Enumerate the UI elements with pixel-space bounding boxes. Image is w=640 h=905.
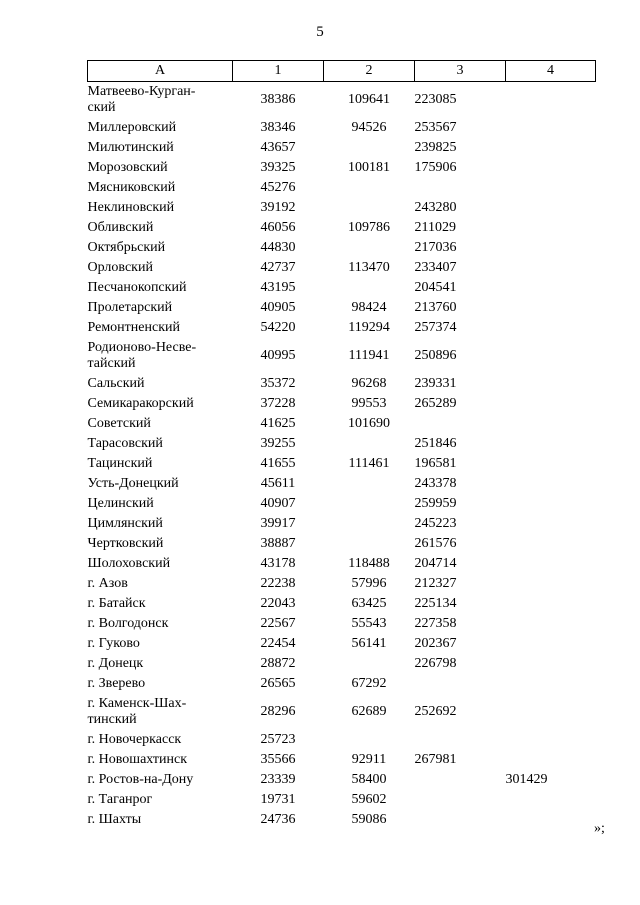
value-cell-c2: 100181 [348, 159, 390, 175]
value-cell-c2 [324, 198, 415, 218]
value-cell-c2: 109786 [348, 219, 390, 235]
header-col-2: 2 [324, 61, 415, 82]
value-cell-c2: 58400 [351, 771, 387, 787]
row-name-cell: г. Шахты [87, 811, 142, 827]
value-cell-c3: 243280 [414, 199, 457, 215]
value-cell-c1: 38346 [260, 119, 296, 135]
value-cell-c3 [415, 414, 506, 434]
value-cell-c1: 42737 [260, 259, 296, 275]
value-cell-c4 [506, 82, 596, 118]
table-row [88, 218, 596, 238]
value-cell-c4 [506, 298, 596, 318]
value-cell-c3: 243378 [414, 475, 457, 491]
value-cell-c3: 253567 [414, 119, 457, 135]
value-cell-c1: 38887 [260, 535, 296, 551]
value-cell-c1: 39255 [260, 435, 296, 451]
value-cell-c3: 251846 [414, 435, 457, 451]
row-name-cell: Мясниковский [87, 179, 176, 195]
value-cell-c3: 245223 [414, 515, 457, 531]
value-cell-c2: 57996 [351, 575, 387, 591]
value-cell-c2: 56141 [351, 635, 387, 651]
row-name-cell: Советский [87, 415, 151, 431]
value-cell-c3 [415, 674, 506, 694]
row-name-cell: Милютинский [87, 139, 174, 155]
row-name-cell: Тарасовский [87, 435, 163, 451]
value-cell-c3: 204541 [414, 279, 457, 295]
value-cell-c4 [506, 198, 596, 218]
value-cell-c2: 119294 [348, 319, 390, 335]
value-cell-c4 [506, 178, 596, 198]
value-cell-c3: 239331 [414, 375, 457, 391]
table-row [88, 158, 596, 178]
value-cell-c2: 59086 [351, 811, 387, 827]
value-cell-c3 [415, 770, 506, 790]
table-row [88, 198, 596, 218]
page-number: 5 [316, 24, 324, 40]
value-cell-c4 [506, 434, 596, 454]
value-cell-c4 [506, 414, 596, 434]
table-row [88, 338, 596, 374]
value-cell-c3: 250896 [414, 347, 457, 363]
table-row [88, 694, 596, 730]
table-row [88, 574, 596, 594]
table-row [88, 82, 596, 118]
value-cell-c3: 204714 [414, 555, 457, 571]
value-cell-c1: 40907 [260, 495, 296, 511]
value-cell-c4 [506, 634, 596, 654]
value-cell-c2 [324, 730, 415, 750]
row-name-cell: Тацинский [87, 455, 153, 471]
value-cell-c1: 40995 [260, 347, 296, 363]
value-cell-c2: 96268 [351, 375, 387, 391]
table-row [88, 554, 596, 574]
value-cell-c3: 265289 [414, 395, 457, 411]
table-row [88, 674, 596, 694]
table-body [88, 82, 596, 830]
row-name-cell: г. Гуково [87, 635, 140, 651]
value-cell-c4 [506, 674, 596, 694]
row-name-cell: Родионово-Несве- тайский [87, 339, 197, 371]
table-row [88, 750, 596, 770]
row-name-cell: г. Таганрог [87, 791, 153, 807]
value-cell-c2: 94526 [351, 119, 387, 135]
row-name-cell: г. Зверево [87, 675, 146, 691]
value-cell-c3: 257374 [414, 319, 457, 335]
value-cell-c3: 233407 [414, 259, 457, 275]
row-name-cell: г. Новочеркасск [87, 731, 182, 747]
table-row [88, 178, 596, 198]
value-cell-c4 [506, 694, 596, 730]
value-cell-c4 [506, 278, 596, 298]
value-cell-c1: 39192 [260, 199, 296, 215]
value-cell-c1: 22567 [260, 615, 296, 631]
value-cell-c2 [324, 178, 415, 198]
table-header [88, 61, 596, 82]
value-cell-c2 [324, 238, 415, 258]
row-name-cell: Усть-Донецкий [87, 475, 179, 491]
value-cell-c2: 109641 [348, 91, 390, 107]
header-col-4: 4 [506, 61, 596, 82]
value-cell-c4 [506, 218, 596, 238]
value-cell-c4 [506, 238, 596, 258]
value-cell-c4 [506, 374, 596, 394]
value-cell-c2: 113470 [348, 259, 390, 275]
header-col-a: А [88, 61, 233, 82]
table-row [88, 494, 596, 514]
value-cell-c4 [506, 790, 596, 810]
table-row [88, 278, 596, 298]
value-cell-c2: 99553 [351, 395, 387, 411]
value-cell-c1: 40905 [260, 299, 296, 315]
value-cell-c3: 212327 [414, 575, 457, 591]
table-row [88, 298, 596, 318]
value-cell-c4 [506, 454, 596, 474]
row-name-cell: Семикаракорский [87, 395, 194, 411]
value-cell-c1: 25723 [260, 731, 296, 747]
table-row [88, 394, 596, 414]
value-cell-c1: 43178 [260, 555, 296, 571]
row-name-cell: Орловский [87, 259, 153, 275]
row-name-cell: Сальский [87, 375, 145, 391]
value-cell-c1: 46056 [260, 219, 296, 235]
value-cell-c1: 54220 [260, 319, 296, 335]
table-row [88, 810, 596, 830]
value-cell-c1: 44830 [260, 239, 296, 255]
value-cell-c2 [324, 138, 415, 158]
value-cell-c2: 98424 [351, 299, 387, 315]
value-cell-c2 [324, 278, 415, 298]
value-cell-c1: 24736 [260, 811, 296, 827]
value-cell-c3: 259959 [414, 495, 457, 511]
row-name-cell: г. Азов [87, 575, 128, 591]
value-cell-c1: 35566 [260, 751, 296, 767]
value-cell-c4 [506, 614, 596, 634]
table-row [88, 318, 596, 338]
value-cell-c1: 39325 [260, 159, 296, 175]
value-cell-c3: 196581 [414, 455, 457, 471]
value-cell-c4 [506, 474, 596, 494]
header-row [88, 61, 596, 82]
row-name-cell: г. Каменск-Шах- тинский [87, 695, 187, 727]
value-cell-c1: 23339 [260, 771, 296, 787]
row-name-cell: г. Донецк [87, 655, 144, 671]
value-cell-c4 [506, 750, 596, 770]
value-cell-c1: 37228 [260, 395, 296, 411]
value-cell-c2: 111941 [348, 347, 390, 363]
table-row [88, 118, 596, 138]
row-name-cell: Чертковский [87, 535, 164, 551]
value-cell-c3: 213760 [414, 299, 457, 315]
row-name-cell: Цимлянский [87, 515, 163, 531]
table-row [88, 414, 596, 434]
value-cell-c1: 43195 [260, 279, 296, 295]
row-name-cell: Неклиновский [87, 199, 175, 215]
value-cell-c4 [506, 594, 596, 614]
table-row [88, 258, 596, 278]
value-cell-c1: 22454 [260, 635, 296, 651]
header-col-1: 1 [233, 61, 324, 82]
table-row [88, 594, 596, 614]
value-cell-c4 [506, 554, 596, 574]
value-cell-c2: 118488 [348, 555, 390, 571]
value-cell-c3: 211029 [414, 219, 456, 235]
table-row [88, 654, 596, 674]
value-cell-c2: 101690 [348, 415, 390, 431]
table-row [88, 614, 596, 634]
value-cell-c4 [506, 514, 596, 534]
table-row [88, 474, 596, 494]
value-cell-c1: 41655 [260, 455, 296, 471]
table-row [88, 374, 596, 394]
value-cell-c2: 67292 [351, 675, 387, 691]
value-cell-c3: 202367 [414, 635, 457, 651]
value-cell-c2 [324, 434, 415, 454]
row-name-cell: Миллеровский [87, 119, 177, 135]
table-row [88, 238, 596, 258]
row-name-cell: Шолоховский [87, 555, 171, 571]
table-row [88, 770, 596, 790]
value-cell-c4 [506, 394, 596, 414]
value-cell-c1: 26565 [260, 675, 296, 691]
row-name-cell: Матвеево-Курган- ский [87, 83, 196, 115]
value-cell-c1: 35372 [260, 375, 296, 391]
table-row [88, 514, 596, 534]
value-cell-c1: 28872 [260, 655, 296, 671]
row-name-cell: Ремонтненский [87, 319, 180, 335]
table-row [88, 534, 596, 554]
table-row [88, 634, 596, 654]
value-cell-c4: 301429 [505, 771, 548, 787]
row-name-cell: г. Новошахтинск [87, 751, 188, 767]
value-cell-c3: 239825 [414, 139, 457, 155]
value-cell-c3 [415, 810, 506, 830]
row-name-cell: Целинский [87, 495, 154, 511]
value-cell-c4 [506, 158, 596, 178]
data-table [87, 60, 596, 830]
value-cell-c2 [324, 474, 415, 494]
value-cell-c1: 45611 [260, 475, 296, 491]
value-cell-c4 [506, 258, 596, 278]
value-cell-c2: 63425 [351, 595, 387, 611]
value-cell-c2 [324, 654, 415, 674]
value-cell-c2: 55543 [351, 615, 387, 631]
value-cell-c2: 59602 [351, 791, 387, 807]
value-cell-c3: 175906 [414, 159, 457, 175]
table-row [88, 454, 596, 474]
value-cell-c3: 227358 [414, 615, 457, 631]
value-cell-c2 [324, 534, 415, 554]
value-cell-c4 [506, 810, 596, 830]
value-cell-c3: 223085 [414, 91, 457, 107]
value-cell-c2: 92911 [351, 751, 387, 767]
row-name-cell: Морозовский [87, 159, 168, 175]
row-name-cell: Октябрьский [87, 239, 166, 255]
row-name-cell: г. Волгодонск [87, 615, 169, 631]
closing-quote-mark: »; [594, 821, 605, 836]
value-cell-c4 [506, 318, 596, 338]
value-cell-c4 [506, 118, 596, 138]
value-cell-c4 [506, 574, 596, 594]
value-cell-c4 [506, 494, 596, 514]
value-cell-c3: 226798 [414, 655, 457, 671]
value-cell-c4 [506, 730, 596, 750]
row-name-cell: Обливский [87, 219, 154, 235]
value-cell-c3 [415, 790, 506, 810]
value-cell-c3 [415, 178, 506, 198]
table-row [88, 434, 596, 454]
header-col-3: 3 [415, 61, 506, 82]
value-cell-c3 [415, 730, 506, 750]
row-name-cell: Песчанокопский [87, 279, 187, 295]
value-cell-c3: 225134 [414, 595, 457, 611]
value-cell-c4 [506, 338, 596, 374]
value-cell-c2 [324, 494, 415, 514]
value-cell-c1: 45276 [260, 179, 296, 195]
value-cell-c3: 252692 [414, 703, 457, 719]
value-cell-c3: 261576 [414, 535, 457, 551]
value-cell-c2 [324, 514, 415, 534]
value-cell-c3: 217036 [414, 239, 457, 255]
value-cell-c1: 41625 [260, 415, 296, 431]
value-cell-c1: 22238 [260, 575, 296, 591]
value-cell-c1: 19731 [260, 791, 296, 807]
table-row [88, 730, 596, 750]
table-row [88, 790, 596, 810]
row-name-cell: г. Ростов-на-Дону [87, 771, 194, 787]
value-cell-c1: 28296 [260, 703, 296, 719]
value-cell-c1: 22043 [260, 595, 296, 611]
value-cell-c4 [506, 534, 596, 554]
value-cell-c3: 267981 [414, 751, 457, 767]
row-name-cell: г. Батайск [87, 595, 146, 611]
value-cell-c1: 38386 [260, 91, 296, 107]
value-cell-c4 [506, 138, 596, 158]
value-cell-c1: 43657 [260, 139, 296, 155]
value-cell-c2: 62689 [351, 703, 387, 719]
value-cell-c4 [506, 654, 596, 674]
value-cell-c2: 111461 [348, 455, 390, 471]
value-cell-c1: 39917 [260, 515, 296, 531]
table-row [88, 138, 596, 158]
row-name-cell: Пролетарский [87, 299, 173, 315]
